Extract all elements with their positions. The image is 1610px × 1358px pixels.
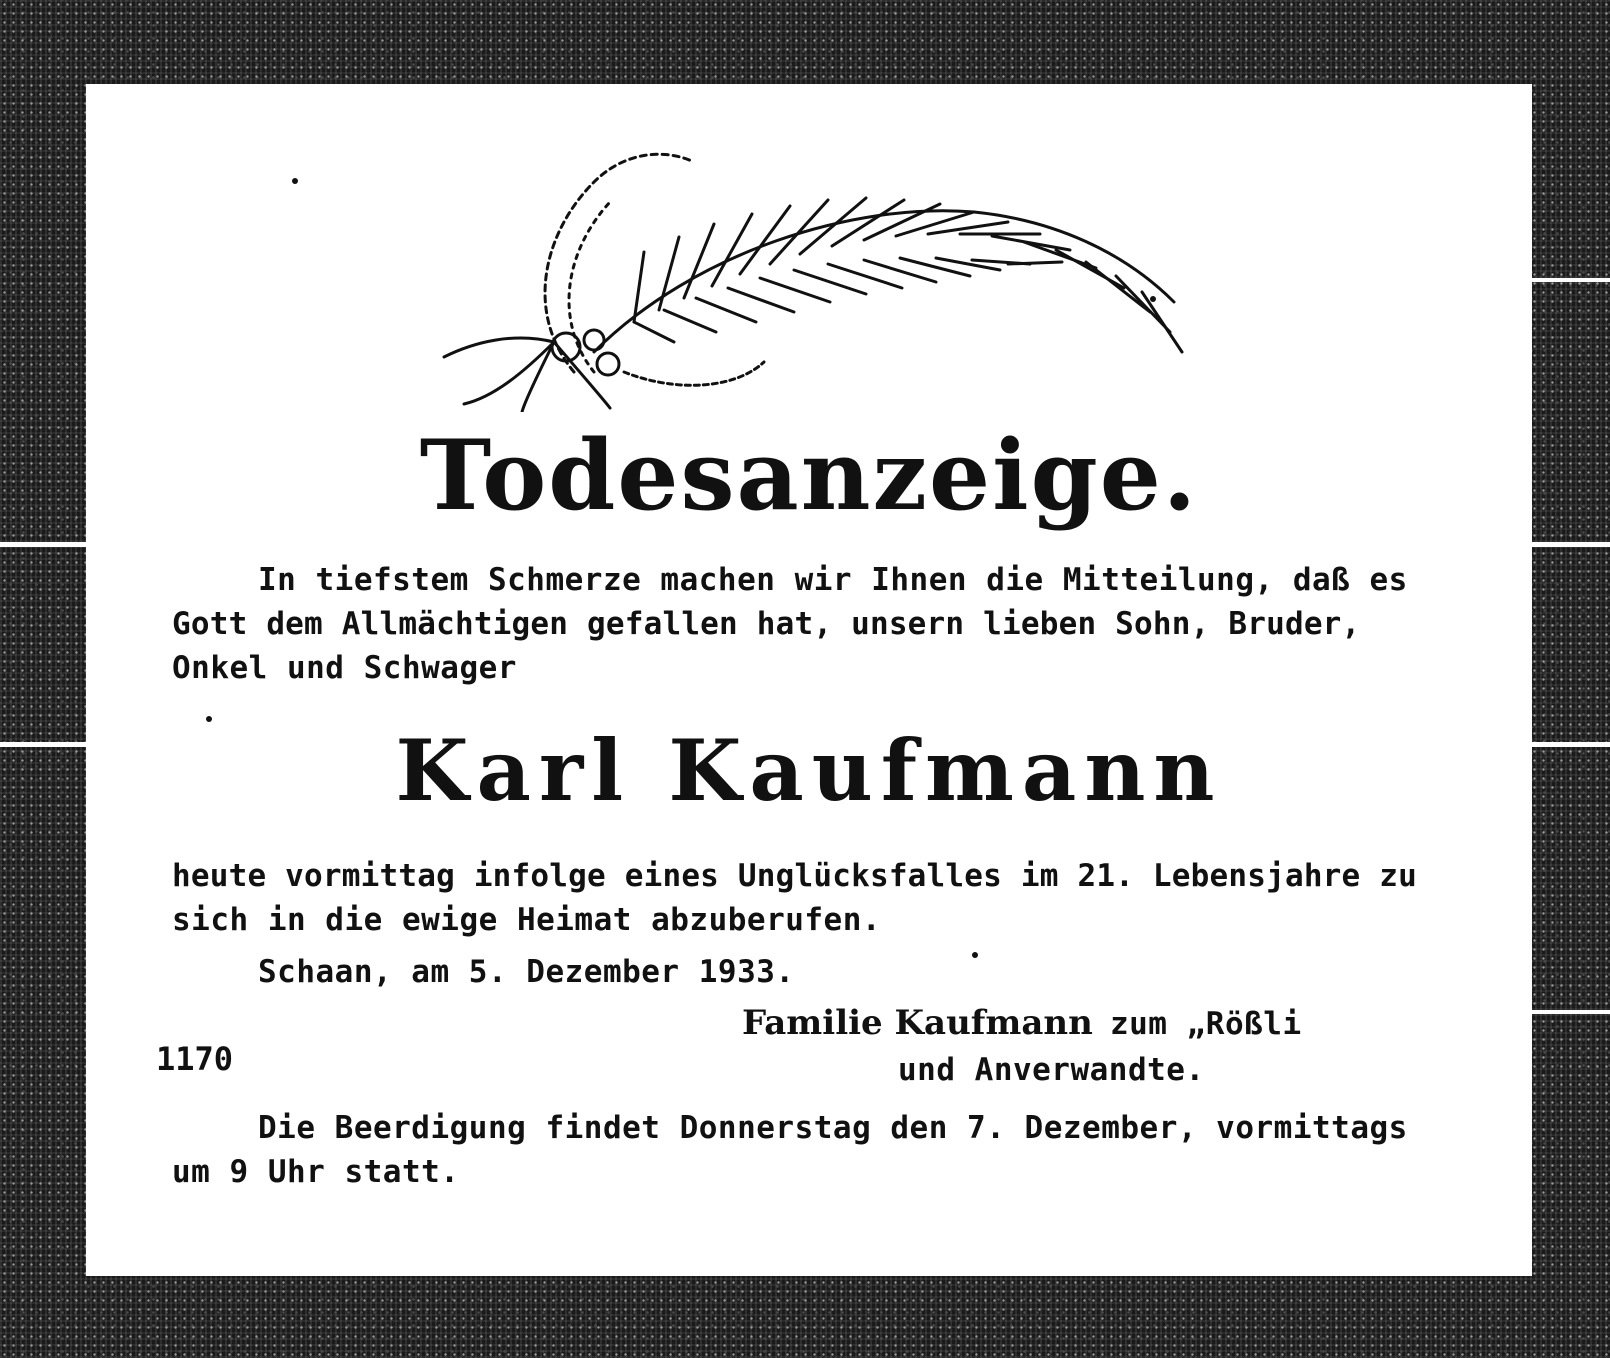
border-rule [1532, 278, 1610, 282]
border-rule [1532, 1010, 1610, 1014]
obituary-notice [86, 84, 1532, 1276]
border-rule [1532, 542, 1610, 547]
funeral-line: Die Beerdigung findet Donnerstag den 7. Dezember, vormittags [258, 1110, 1408, 1146]
palm-wreath-icon [434, 142, 1194, 412]
intro-line: In tiefstem Schmerze machen wir Ihnen die Mitteilung, daß es [258, 562, 1408, 598]
signature-line [742, 1002, 1302, 1046]
border-rule [0, 742, 86, 747]
funeral-line: um 9 Uhr statt. [172, 1154, 460, 1190]
border-rule [0, 542, 86, 547]
speck [972, 952, 978, 958]
speck [206, 716, 212, 722]
ad-number: 1170 [156, 1040, 234, 1078]
intro-line: Onkel und Schwager [172, 650, 517, 686]
body-line: heute vormittag infolge eines Unglücksfalles im 21. Lebensjahre zu [172, 858, 1417, 894]
speck [1150, 296, 1156, 302]
place-date: Schaan, am 5. Dezember 1933. [258, 954, 795, 990]
body-line: sich in die ewige Heimat abzuberufen. [172, 902, 882, 938]
signature-line2: und Anverwandte. [898, 1052, 1205, 1088]
intro-line: Gott dem Allmächtigen gefallen hat, unsern lieben Sohn, Bruder, [172, 606, 1361, 642]
border-rule [1532, 742, 1610, 747]
family-name: Familie Kaufmann [742, 1003, 1093, 1043]
speck [292, 178, 298, 184]
signature-suffix: zum „Rößli [1109, 1006, 1302, 1042]
notice-title: Todesanzeige. [419, 419, 1199, 532]
deceased-name: Karl Kaufmann [395, 721, 1223, 820]
